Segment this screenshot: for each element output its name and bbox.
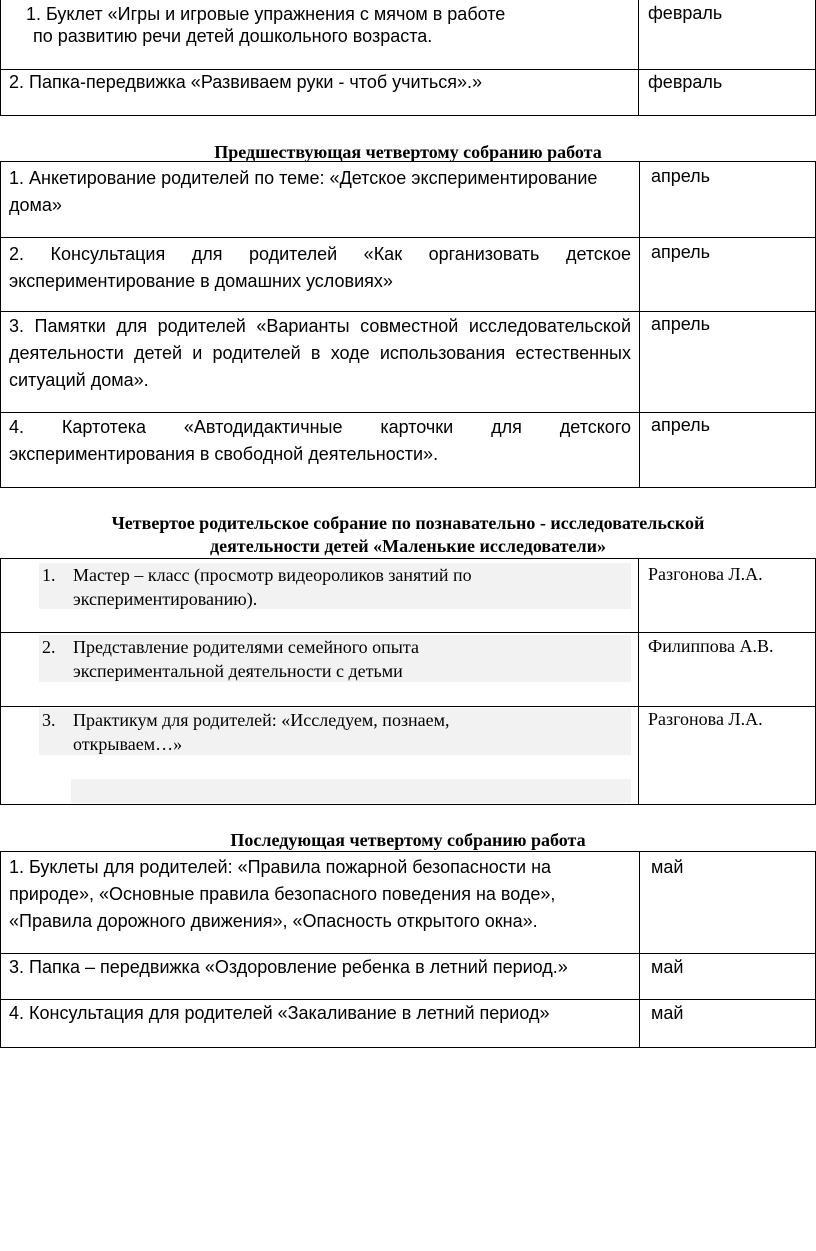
table-row (0, 707, 816, 805)
table-row (0, 70, 816, 116)
row-month: февраль (648, 3, 723, 23)
row-person: Разгонова Л.А. (648, 564, 763, 584)
row-month: апрель (651, 415, 711, 435)
table-row (0, 0, 816, 70)
row-text: 4. Картотека «Автодидактичные карточки для детского экспериментирования в свободной деятельности». (9, 417, 631, 464)
row-text: Представление родителями семейного опыта экспериментальной деятельности с детьми (73, 637, 419, 681)
row-number: 3. (42, 710, 56, 730)
row-month: май (651, 857, 684, 877)
row-text: 2. Консультация для родителей «Как организовать детское экспериментирование в домашних условиях» (9, 244, 631, 291)
row-number: 1. (42, 565, 56, 585)
table-row (0, 558, 816, 633)
table-row (0, 633, 816, 707)
row-text: 1. Буклеты для родителей: «Правила пожарной безопасности на природе», «Основные правила безопасного поведения на воде», «Правила дорожного движения», «Опасность открытого окна». (9, 857, 556, 931)
row-text: 1. Анкетирование родителей по теме: «Детское экспериментирование дома» (9, 168, 598, 215)
row-month: февраль (648, 72, 723, 92)
row-month: май (651, 1003, 684, 1023)
row-person: Филиппова А.В. (648, 636, 774, 656)
row-month: апрель (651, 242, 711, 262)
table-row (0, 238, 816, 312)
row-text: 3. Папка – передвижка «Оздоровление ребенка в летний период.» (9, 957, 568, 977)
row-month: май (651, 957, 684, 977)
row-number: 2. (42, 637, 56, 657)
table-row (0, 954, 816, 1000)
row-month: апрель (651, 314, 711, 334)
row-text: Мастер – класс (просмотр видеороликов занятий по экспериментированию). (73, 565, 472, 609)
table-row (0, 413, 816, 488)
section-2-title: Предшествующая четвертому собранию работа (214, 142, 602, 162)
section-4-title: Последующая четвертому собранию работа (230, 830, 586, 850)
row-person: Разгонова Л.А. (648, 709, 763, 729)
row-text: 2. Папка-передвижка «Развиваем руки - чтоб учиться».» (9, 72, 482, 92)
row-text: 4. Консультация для родителей «Закаливание в летний период» (9, 1003, 550, 1023)
row-text: 1. Буклет «Игры и игровые упражнения с мячом в работе по развитию речи детей дошкольного возраста. (26, 4, 506, 46)
row-text: Практикум для родителей: «Исследуем, познаем, открываем…» (73, 710, 450, 754)
table-row (0, 312, 816, 413)
table-row (0, 1000, 816, 1048)
row-month: апрель (651, 166, 711, 186)
table-row (0, 851, 816, 954)
row-text: 3. Памятки для родителей «Варианты совместной исследовательской деятельности детей и родителей в ходе использования естественных ситуаций дома». (9, 316, 631, 390)
table-row (0, 161, 816, 238)
